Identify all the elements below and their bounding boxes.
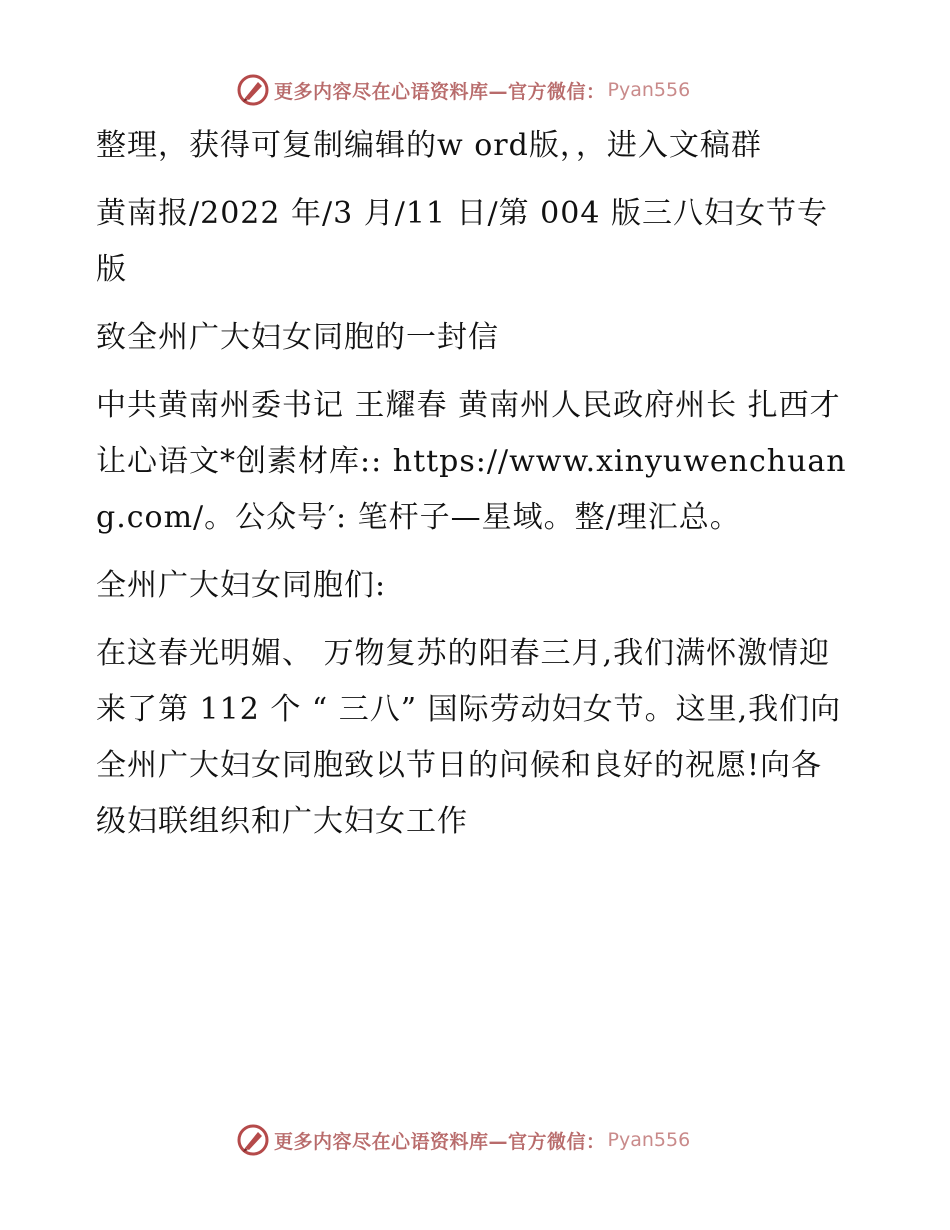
salutation: 全州广大妇女同胞们: [96,568,387,603]
letter-title: 致全州广大妇女同胞的一封信 [96,320,499,355]
pen-logo-icon [236,73,270,107]
header-watermark [236,72,690,108]
pen-logo-icon [236,1123,270,1157]
paragraph: 整理，获得可复制编辑的w ord版，，进入文稿群 [96,128,762,163]
watermark-contact: Pyan556 [607,1129,691,1151]
watermark-text: 更多内容尽在心语资料库—官方微信： [274,80,606,103]
paragraph: 中共黄南州委书记 王耀春 黄南州人民政府州长 扎西才让心语文*创素材库:: https://www.xinyuwenchuang.com/。公众号′: 笔杆子—星域。整/理汇总。 [96,388,847,535]
footer-watermark [236,1122,690,1158]
watermark-text: 更多内容尽在心语资料库—官方微信： [274,1130,606,1153]
paragraph: 在这春光明媚、 万物复苏的阳春三月,我们满怀激情迎来了第 112 个 “ 三八” 国际劳动妇女节。这里,我们向全州广大妇女同胞致以节日的问候和良好的祝愿!向各级妇联组织和广大妇女工作 [96,636,842,839]
watermark-contact: Pyan556 [607,79,691,101]
document-body [96,118,848,862]
paragraph: 黄南报/2022 年/3 月/11 日/第 004 版三八妇女节专版 [96,196,828,287]
